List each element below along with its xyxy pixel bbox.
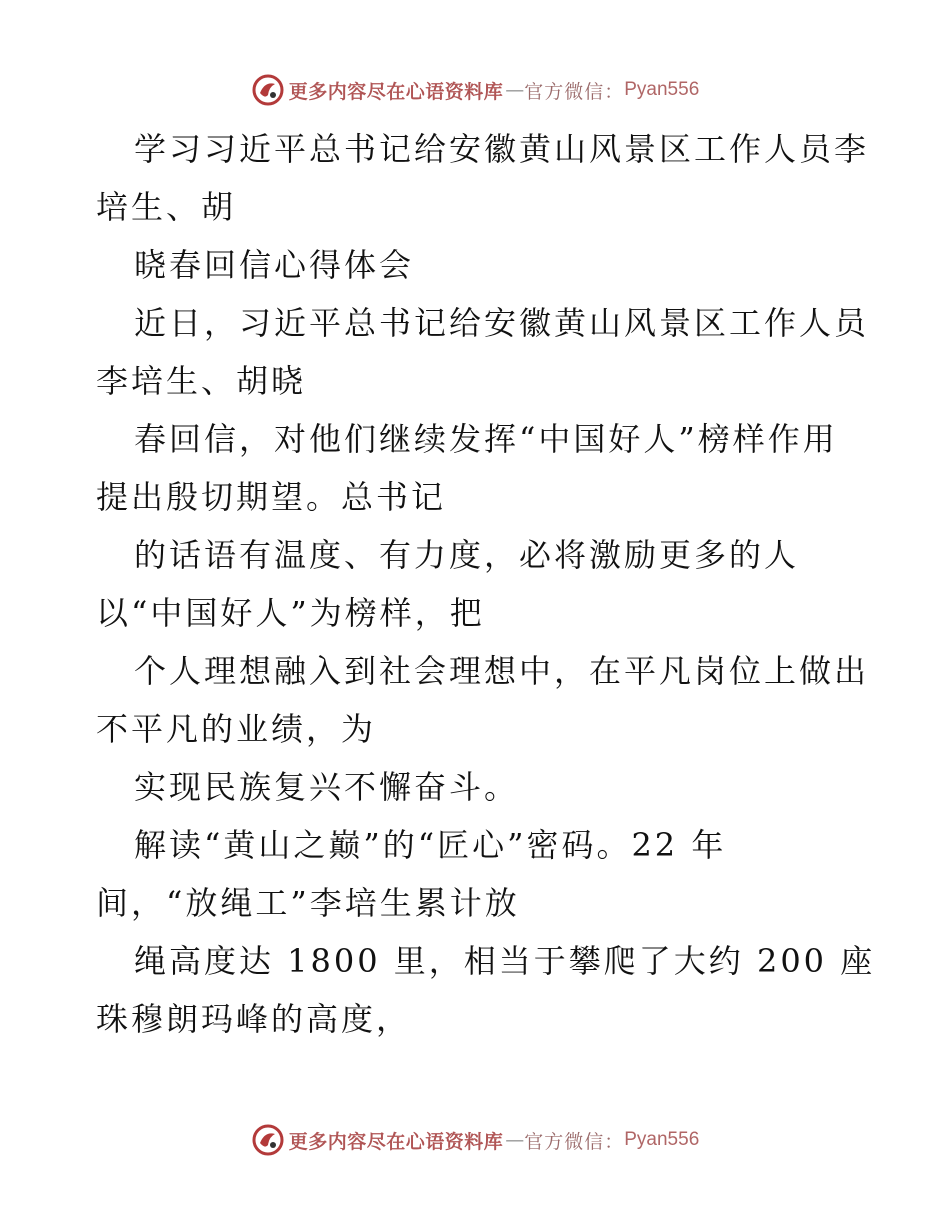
text-line: 学习习近平总书记给安徽黄山风景区工作人员李 — [134, 130, 870, 168]
text-line: 以“中国好人”为榜样，把 — [96, 594, 485, 632]
text-line: 晓春回信心得体会 — [134, 246, 415, 284]
text-line: 的话语有温度、有力度，必将激励更多的人 — [134, 536, 800, 574]
text-line: 解读“黄山之巅”的“匠心”密码。22 年 — [134, 826, 727, 864]
watermark-separator: — — [505, 1129, 523, 1151]
watermark-wechat-id: Pyan556 — [624, 79, 700, 100]
text-line: 珠穆朗玛峰的高度， — [96, 1000, 412, 1038]
watermark-site-name: 更多内容尽在心语资料库 — [288, 1130, 504, 1153]
watermark-wechat-id: Pyan556 — [624, 1129, 700, 1150]
footer-watermark — [0, 1120, 950, 1160]
watermark-wechat-label: 官方微信： — [524, 80, 625, 103]
text-line: 个人理想融入到社会理想中，在平凡岗位上做出 — [134, 652, 870, 690]
swirl-logo-icon — [251, 1123, 285, 1157]
swirl-logo-icon — [251, 73, 285, 107]
watermark-site-name: 更多内容尽在心语资料库 — [288, 80, 504, 103]
document-body — [0, 120, 950, 1048]
text-line: 近日，习近平总书记给安徽黄山风景区工作人员 — [134, 304, 870, 342]
text-line: 绳高度达 1800 里，相当于攀爬了大约 200 座 — [134, 942, 876, 980]
text-line: 培生、胡 — [96, 188, 237, 226]
watermark-wechat-label: 官方微信： — [524, 1130, 625, 1153]
header-watermark — [0, 70, 950, 110]
text-line: 间，“放绳工”李培生累计放 — [96, 884, 520, 922]
text-line: 不平凡的业绩，为 — [96, 710, 377, 748]
text-line: 提出殷切期望。总书记 — [96, 478, 447, 516]
watermark-separator: — — [505, 79, 523, 101]
text-line: 李培生、胡晓 — [96, 362, 307, 400]
text-line: 春回信，对他们继续发挥“中国好人”榜样作用 — [134, 420, 838, 458]
text-line: 实现民族复兴不懈奋斗。 — [134, 768, 520, 806]
